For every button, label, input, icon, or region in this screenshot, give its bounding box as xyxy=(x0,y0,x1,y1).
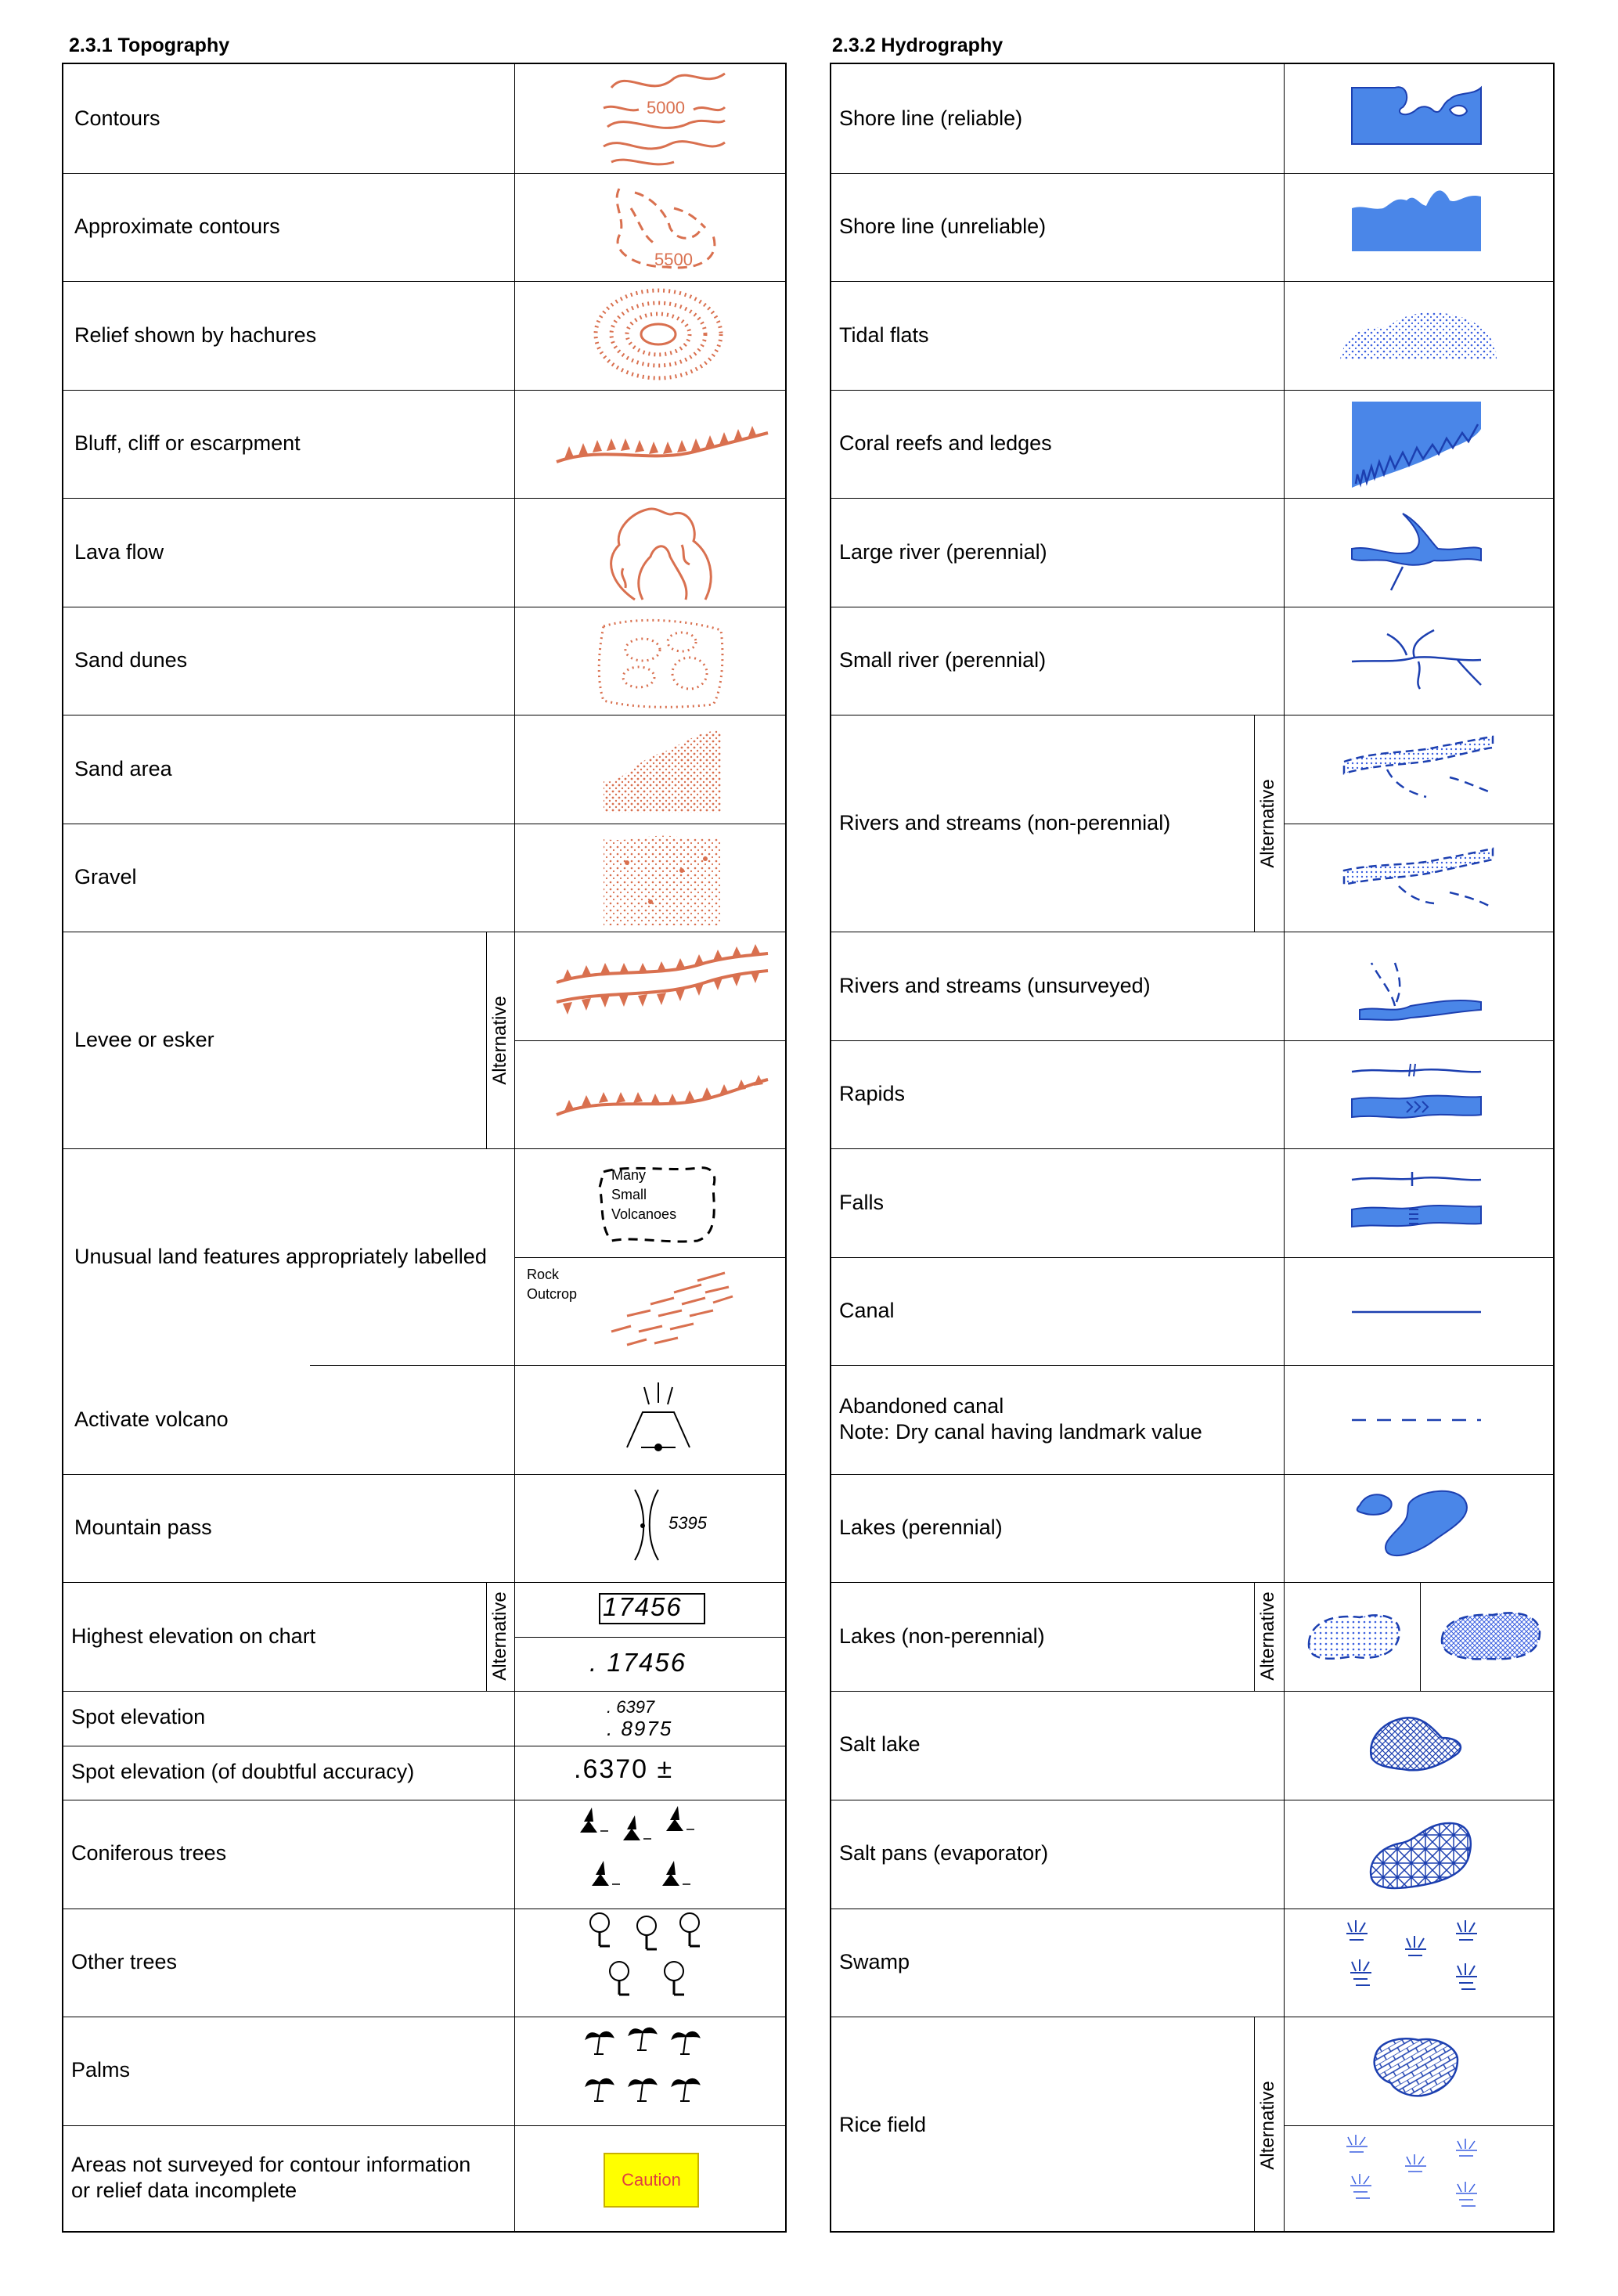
label-large-river: Large river (perennial) xyxy=(839,540,1047,564)
approximate-contours-icon xyxy=(580,173,737,282)
other-trees-icon xyxy=(572,1909,744,2017)
label-coral-reefs: Coral reefs and ledges xyxy=(839,431,1052,455)
hydrography-title: 2.3.2 Hydrography xyxy=(832,34,1004,56)
lakes-non-perennial-alt2-icon xyxy=(1430,1582,1555,1691)
rice-field-alt1-icon xyxy=(1348,2017,1489,2125)
shore-unreliable-icon xyxy=(1348,173,1489,282)
approx-contour-value: 5500 xyxy=(654,250,693,269)
levee-alt1-icon xyxy=(541,932,776,1040)
many-volcanoes-text-1: Many xyxy=(611,1167,647,1183)
caution-badge: Caution xyxy=(604,2153,699,2208)
label-coniferous-trees: Coniferous trees xyxy=(71,1841,227,1865)
hachures-icon xyxy=(580,281,737,390)
bluff-icon xyxy=(541,390,776,499)
rivers-non-perennial-alt2-icon xyxy=(1332,824,1504,932)
contour-value: 5000 xyxy=(647,98,685,117)
label-not-surveyed-2: or relief data incomplete xyxy=(71,2179,297,2202)
spot-elevation-value-a: . 6397 xyxy=(607,1697,655,1717)
coral-reefs-icon xyxy=(1348,390,1489,499)
salt-pans-icon xyxy=(1348,1800,1489,1909)
label-approximate-contours: Approximate contours xyxy=(74,214,280,238)
rapids-icon xyxy=(1348,1040,1489,1149)
large-river-icon xyxy=(1348,498,1489,607)
label-canal: Canal xyxy=(839,1299,895,1322)
hydro-alt-label-rivers: Alternative xyxy=(1257,779,1278,868)
abandoned-canal-icon xyxy=(1348,1365,1489,1474)
label-highest-elevation: Highest elevation on chart xyxy=(71,1624,316,1648)
label-sand-area: Sand area xyxy=(74,757,172,780)
highest-elevation-value-a: 17456 xyxy=(603,1592,683,1621)
sand-dunes-icon xyxy=(580,607,737,715)
topo-alt-label-levee: Alternative xyxy=(489,996,510,1085)
tidal-flats-icon xyxy=(1332,281,1504,390)
topo-alt-label-elevation: Alternative xyxy=(489,1591,510,1681)
label-abandoned-canal: Abandoned canal xyxy=(839,1394,1004,1418)
label-unusual-land: Unusual land features appropriately labelled xyxy=(74,1245,487,1268)
lava-flow-icon xyxy=(580,498,737,607)
label-shore-reliable: Shore line (reliable) xyxy=(839,106,1023,130)
rock-outcrop-icon xyxy=(580,1257,752,1366)
rivers-unsurveyed-icon xyxy=(1348,932,1489,1040)
label-bluff: Bluff, cliff or escarpment xyxy=(74,431,301,455)
label-salt-lake: Salt lake xyxy=(839,1732,921,1756)
topography-title: 2.3.1 Topography xyxy=(69,34,230,56)
label-sand-dunes: Sand dunes xyxy=(74,648,188,672)
hydrography-table xyxy=(830,63,1555,2233)
salt-lake-icon xyxy=(1348,1691,1489,1800)
label-palms: Palms xyxy=(71,2058,131,2082)
label-lakes-non-perennial: Lakes (non-perennial) xyxy=(839,1624,1045,1648)
rock-outcrop-text-1: Rock xyxy=(527,1267,560,1282)
swamp-icon xyxy=(1332,1909,1504,2017)
sand-area-icon xyxy=(580,715,737,824)
spot-elevation-value-b: . 8975 xyxy=(607,1717,673,1740)
hydro-alt-label-lakes: Alternative xyxy=(1257,1591,1278,1681)
label-volcano: Activate volcano xyxy=(74,1408,229,1431)
gravel-icon xyxy=(580,824,737,932)
label-swamp: Swamp xyxy=(839,1950,910,1973)
lakes-non-perennial-alt1-icon xyxy=(1297,1582,1422,1691)
small-river-icon xyxy=(1348,607,1489,715)
label-rivers-unsurveyed: Rivers and streams (unsurveyed) xyxy=(839,974,1151,997)
highest-elevation-value-b: . 17456 xyxy=(589,1648,687,1677)
label-spot-elevation: Spot elevation xyxy=(71,1705,206,1728)
label-hachures: Relief shown by hachures xyxy=(74,323,317,347)
label-rapids: Rapids xyxy=(839,1082,906,1105)
label-lava-flow: Lava flow xyxy=(74,540,164,564)
rice-field-alt2-icon xyxy=(1332,2125,1504,2234)
many-volcanoes-icon xyxy=(580,1148,737,1257)
label-contours: Contours xyxy=(74,106,160,130)
lakes-perennial-icon xyxy=(1348,1474,1489,1583)
hydro-alt-label-rice: Alternative xyxy=(1257,2081,1278,2170)
label-gravel: Gravel xyxy=(74,865,137,888)
topography-table xyxy=(62,63,787,2233)
label-mountain-pass: Mountain pass xyxy=(74,1516,212,1539)
palms-icon xyxy=(572,2017,744,2125)
label-tidal-flats: Tidal flats xyxy=(839,323,929,347)
label-levee: Levee or esker xyxy=(74,1028,214,1051)
spot-elevation-doubtful-value: .6370 ± xyxy=(574,1754,674,1784)
label-small-river: Small river (perennial) xyxy=(839,648,1047,672)
label-rice-field: Rice field xyxy=(839,2113,927,2136)
label-falls: Falls xyxy=(839,1191,885,1214)
canal-icon xyxy=(1348,1257,1489,1366)
label-rivers-non-perennial: Rivers and streams (non-perennial) xyxy=(839,811,1171,834)
label-abandoned-canal-note: Note: Dry canal having landmark value xyxy=(839,1420,1202,1444)
rivers-non-perennial-alt1-icon xyxy=(1332,715,1504,824)
mountain-pass-value: 5395 xyxy=(668,1513,707,1533)
volcano-icon xyxy=(604,1365,713,1474)
label-salt-pans: Salt pans (evaporator) xyxy=(839,1841,1049,1865)
label-other-trees: Other trees xyxy=(71,1950,178,1973)
label-lakes-perennial: Lakes (perennial) xyxy=(839,1516,1003,1539)
shore-reliable-icon xyxy=(1348,64,1489,173)
falls-icon xyxy=(1348,1148,1489,1257)
label-shore-unreliable: Shore line (unreliable) xyxy=(839,214,1047,238)
levee-alt2-icon xyxy=(541,1040,776,1149)
many-volcanoes-text-2: Small xyxy=(611,1187,647,1202)
label-spot-elevation-doubtful: Spot elevation (of doubtful accuracy) xyxy=(71,1760,415,1783)
rock-outcrop-text-2: Outcrop xyxy=(527,1286,578,1302)
many-volcanoes-text-3: Volcanoes xyxy=(611,1206,677,1222)
contours-icon xyxy=(580,64,737,173)
label-not-surveyed: Areas not surveyed for contour information xyxy=(71,2153,471,2176)
coniferous-trees-icon xyxy=(572,1800,744,1909)
